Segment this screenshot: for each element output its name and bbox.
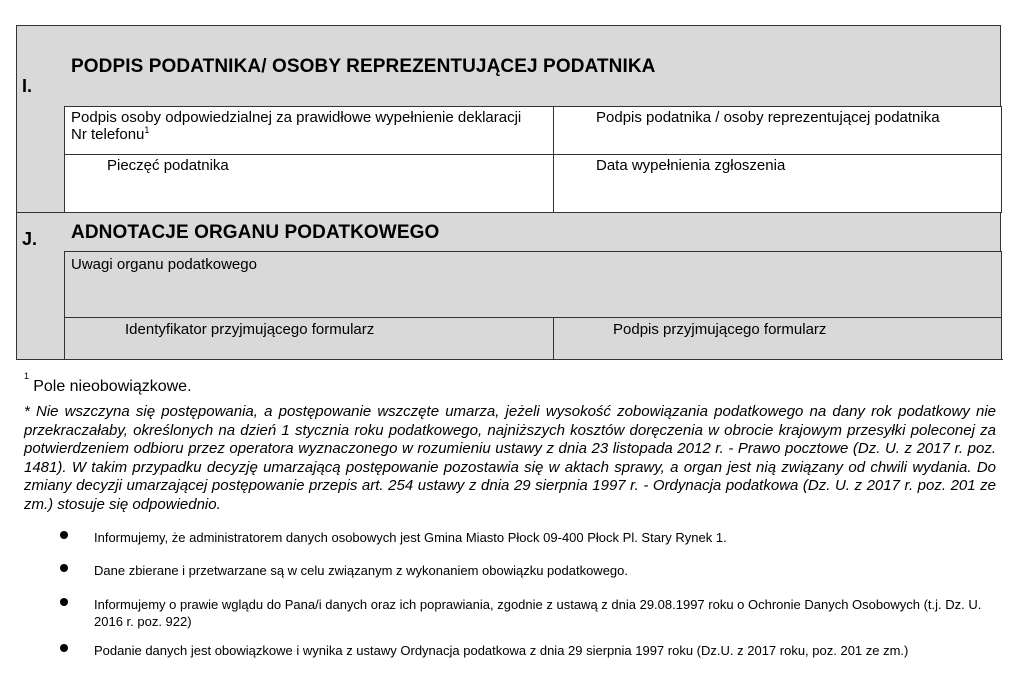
bullet-icon xyxy=(60,531,68,539)
responsible-signature-label: Podpis osoby odpowiedzialnej za prawidłowe wypełnienie deklaracji xyxy=(71,109,522,126)
fill-date-label: Data wypełnienia zgłoszenia xyxy=(596,157,786,174)
taxpayer-signature-field[interactable] xyxy=(553,106,1002,155)
section-divider xyxy=(16,212,1002,213)
bullet-icon xyxy=(60,564,68,572)
footnote-mark: 1 xyxy=(24,371,30,381)
remark-paragraph: * Nie wszczyna się postępowania, a postępowanie wszczęte umarza, jeżeli wysokość zobowiązania podatkowego na dany rok podatkowy nie przekraczałaby, określonych na dzień 1 stycznia roku podatkowego, najniższych kosztów doręczenia w obrocie krajowym przesyłki poleconej za potwierdzeniem odbioru przez operatora wyznaczonego w rozumieniu ustawy z dnia 23 listopada 2012 r. - Prawo pocztowe (Dz. U. z 2017 r. poz. 1481). W takim przypadku decyzję umarzającą postępowanie pozostawia się w aktach sprawy, a organ jest nią związany od chwili wydania. Do zmiany decyzji umarzającej postępowanie przepis art. 254 ustawy z dnia 29 sierpnia 1997 r. - Ordynacja podatkowa (Dz. U. z 2017 r. poz. 201 ze zm.) stosuje się odpowiednio. xyxy=(24,403,996,513)
bullet-icon xyxy=(60,644,68,652)
list-item-text: Informujemy, że administratorem danych osobowych jest Gmina Miasto Płock 09-400 Płock Pl. Stary Rynek 1. xyxy=(94,530,727,545)
section-i-letter: I. xyxy=(22,76,33,96)
fill-date-field[interactable] xyxy=(553,154,1002,213)
list-item-text: Podanie danych jest obowiązkowe i wynika z ustawy Ordynacja podatkowa z dnia 29 sierpnia 1997 roku (Dz.U. z 2017 roku, poz. 201 ze zm.) xyxy=(94,643,909,658)
phone-footnote-mark: 1 xyxy=(144,125,150,135)
section-j-letter: J. xyxy=(22,229,38,249)
receiver-id-field[interactable] xyxy=(64,317,554,360)
receiver-id-label: Identyfikator przyjmującego formularz xyxy=(125,321,375,338)
footnote-text: Pole nieobowiązkowe. xyxy=(33,378,192,395)
receiver-signature-field[interactable] xyxy=(553,317,1002,360)
receiver-signature-label: Podpis przyjmującego formularz xyxy=(613,321,827,338)
section-j-title: ADNOTACJE ORGANU PODATKOWEGO xyxy=(71,222,440,243)
footnote xyxy=(24,371,192,396)
section-i-title: PODPIS PODATNIKA/ OSOBY REPREZENTUJĄCEJ PODATNIKA xyxy=(71,56,656,77)
list-item-text: Informujemy o prawie wglądu do Pana/i danych oraz ich poprawiania, zgodnie z ustawą z dnia 29.08.1997 roku o Ochronie Danych Osobowych (t.j. Dz. U. 2016 r. poz. 922) xyxy=(94,597,982,629)
list-item-text: Dane zbierane i przetwarzane są w celu związanym z wykonaniem obowiązku podatkowego. xyxy=(94,563,628,578)
phone-label: Nr telefonu$^1$ xyxy=(71,125,150,143)
remarks-label: Uwagi organu podatkowego xyxy=(71,256,257,273)
responsible-signature-field[interactable] xyxy=(64,106,554,155)
stamp-label: Pieczęć podatnika xyxy=(107,157,229,174)
authority-remarks-field[interactable] xyxy=(64,251,1002,318)
taxpayer-signature-label: Podpis podatnika / osoby reprezentującej podatnika xyxy=(596,109,940,126)
bullet-icon xyxy=(60,598,68,606)
taxpayer-stamp-field[interactable] xyxy=(64,154,554,213)
